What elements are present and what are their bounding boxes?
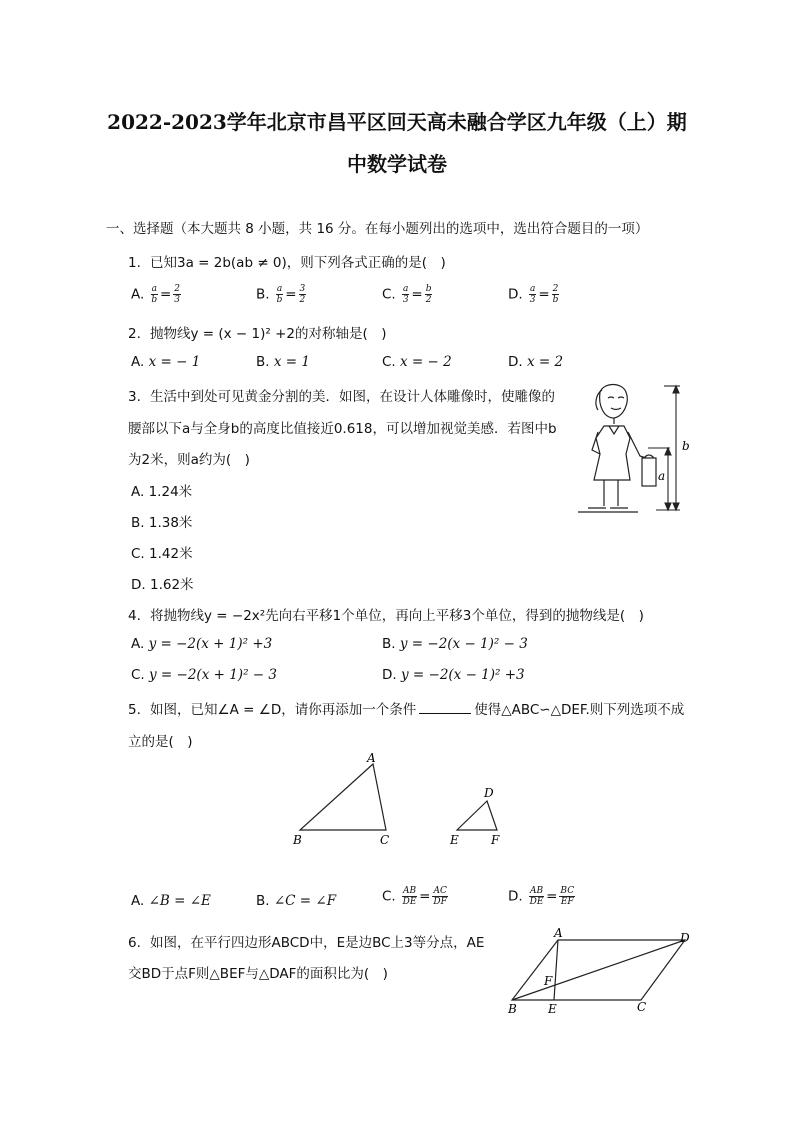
option-label: B. [256, 354, 270, 370]
fraction-denominator: b [276, 295, 283, 305]
option-label: C. [382, 888, 396, 905]
q4-option-c[interactable] [131, 667, 277, 683]
fraction-numerator: a [151, 284, 157, 294]
question-2 [128, 322, 387, 342]
vertex-d: D [680, 931, 690, 945]
fraction-numerator: 3 [299, 284, 306, 294]
page-title-line1: 2022-2023学年北京市昌平区回天高未融合学区九年级（上）期 [107, 110, 687, 134]
question-3-line2: 腰部以下a与全身b的高度比值接近0.618，可以增加视觉美感．若图中b [128, 421, 557, 437]
q3-option-b[interactable] [131, 511, 192, 531]
q3-option-a[interactable] [131, 480, 192, 500]
question-5-line2: 立的是( ) [128, 734, 193, 750]
q5-option-c[interactable] [382, 886, 450, 907]
question-stem: 已知3a = 2b(ab ≠ 0)，则下列各式正确的是( ) [150, 255, 446, 271]
question-number: 5. [128, 702, 141, 718]
q4-option-a[interactable] [131, 636, 272, 652]
equals-sign: = [538, 286, 550, 303]
option-label: C. [131, 546, 145, 562]
section-heading: 一、选择题（本大题共 8 小题，共 16 分。在每小题列出的选项中，选出符合题目的一项） [106, 221, 649, 237]
vertex-e: E [450, 833, 459, 847]
fraction-denominator: DE [529, 897, 544, 907]
equals-sign: = [285, 286, 297, 303]
vertex-a: A [367, 751, 376, 765]
fraction [559, 886, 575, 907]
option-text: y = −2(x − 1)² +3 [400, 667, 525, 683]
fraction [151, 284, 158, 305]
option-label: A. [131, 893, 145, 909]
fraction [552, 284, 560, 305]
fraction-numerator: a [403, 284, 409, 294]
label-a: a [658, 469, 666, 483]
option-label: D. [508, 888, 523, 905]
page-title-line2: 中数学试卷 [347, 152, 447, 176]
option-label: B. [131, 515, 145, 531]
equals-sign: = [411, 286, 423, 303]
question-stem: 如图，在平行四边形ABCD中，E是边BC上3等分点，AE [150, 935, 485, 951]
equals-sign: = [419, 888, 431, 905]
fraction-numerator: 2 [552, 284, 559, 294]
fraction-numerator: AC [433, 886, 447, 896]
question-stem: 抛物线y = (x − 1)² +2的对称轴是( ) [150, 326, 387, 342]
vertex-e: E [548, 1002, 557, 1016]
fraction [425, 284, 433, 305]
option-label: B. [256, 286, 270, 303]
option-text: x = 2 [526, 354, 564, 370]
fraction-denominator: 3 [402, 295, 409, 305]
fraction [432, 886, 447, 907]
triangle-abc [300, 764, 386, 830]
question-stem: 生活中到处可见黄金分割的美．如图，在设计人体雕像时，使雕像的 [150, 389, 555, 405]
fraction [529, 886, 544, 907]
fraction-denominator: 2 [299, 295, 306, 305]
option-label: C. [382, 354, 396, 370]
fraction [529, 284, 536, 305]
fraction-denominator: 2 [425, 295, 432, 305]
option-label: D. [508, 286, 523, 303]
option-label: C. [382, 286, 396, 303]
q1-option-b[interactable] [256, 284, 308, 305]
option-text: y = −2(x + 1)² − 3 [149, 667, 277, 683]
q3-option-d[interactable] [131, 573, 194, 593]
fraction-numerator: AB [529, 886, 544, 896]
q5-option-d[interactable] [508, 886, 577, 907]
fraction [173, 284, 181, 305]
option-label: A. [131, 636, 145, 652]
fraction [276, 284, 283, 305]
fraction-denominator: EF [560, 897, 574, 907]
option-text: x = − 1 [148, 354, 201, 370]
fraction-denominator: 3 [529, 295, 536, 305]
point-f: F [544, 974, 553, 988]
fraction-numerator: BC [560, 886, 575, 896]
diagonal-bd [512, 940, 685, 1000]
question-5-line1 [128, 698, 684, 718]
option-label: B. [256, 893, 270, 909]
fraction-numerator: a [276, 284, 283, 294]
q4-option-b[interactable] [382, 636, 528, 652]
fraction-numerator: b [425, 284, 432, 294]
question-number: 3. [128, 389, 141, 405]
segment-ae [554, 940, 558, 1000]
q3-option-c[interactable] [131, 542, 193, 562]
question-1 [128, 251, 446, 271]
a-arrow-down-head [665, 503, 671, 510]
triangle-def [457, 801, 497, 830]
question-number: 2. [128, 326, 141, 342]
question-3-line3: 为2米，则a约为( ) [128, 452, 250, 468]
option-label: A. [131, 286, 145, 303]
statue-figure [578, 380, 698, 518]
fraction [299, 284, 307, 305]
q1-option-c[interactable] [382, 284, 434, 305]
option-text: ∠C = ∠F [273, 893, 337, 909]
q2-option-a[interactable] [131, 354, 200, 370]
question-number: 4. [128, 608, 141, 624]
option-text: 1.24米 [148, 484, 193, 500]
fraction [402, 886, 417, 907]
option-label: B. [382, 636, 396, 652]
option-text: 1.62米 [149, 577, 194, 593]
vertex-b: B [508, 1002, 517, 1016]
b-arrow-up-head [673, 386, 679, 393]
question-stem: 将抛物线y = −2x²先向右平移1个单位，再向上平移3个单位，得到的抛物线是( ) [150, 608, 644, 624]
option-text: y = −2(x − 1)² − 3 [399, 636, 528, 652]
fraction-numerator: AB [403, 886, 417, 896]
fraction-numerator: 2 [174, 284, 181, 294]
q1-option-d[interactable] [508, 284, 561, 305]
q2-option-d[interactable] [508, 354, 563, 370]
fraction-denominator: DE [402, 897, 417, 907]
question-number: 6. [128, 935, 141, 951]
equals-sign: = [546, 888, 558, 905]
q5-option-a[interactable] [131, 893, 211, 909]
fraction-denominator: 3 [174, 295, 181, 305]
label-b: b [682, 439, 690, 453]
option-label: C. [131, 667, 145, 683]
vertex-f: F [491, 833, 500, 847]
dimension-arrows [648, 386, 680, 510]
triangles-figure [285, 748, 515, 854]
question-6-line1 [128, 931, 484, 951]
question-stem-cont: 使得△ABC∽△DEF.则下列选项不成 [474, 702, 685, 718]
option-text: ∠B = ∠E [148, 893, 211, 909]
q4-option-d[interactable] [382, 667, 525, 683]
parallelogram-figure [500, 924, 700, 1019]
q2-option-b[interactable] [256, 354, 310, 370]
option-label: D. [131, 577, 146, 593]
question-3-line1 [128, 385, 555, 405]
option-label: D. [382, 667, 397, 683]
option-text: 1.42米 [149, 546, 193, 562]
statue-drawing [578, 385, 656, 513]
vertex-a: A [554, 926, 563, 940]
vertex-d: D [484, 786, 494, 800]
question-number: 1. [128, 255, 141, 271]
option-text: x = 1 [273, 354, 310, 370]
option-label: D. [508, 354, 523, 370]
option-label: A. [131, 354, 145, 370]
fraction-denominator: DF [433, 897, 447, 907]
vertex-b: B [293, 833, 302, 847]
a-arrow-up-head [665, 448, 671, 455]
fraction-denominator: b [552, 295, 559, 305]
q2-option-c[interactable] [382, 354, 452, 370]
question-4 [128, 604, 644, 624]
question-6-line2: 交BD于点F则△BEF与△DAF的面积比为( ) [128, 966, 388, 982]
option-label: A. [131, 484, 145, 500]
vertex-c: C [637, 1000, 647, 1014]
equals-sign: = [159, 286, 172, 303]
option-text: 1.38米 [148, 515, 193, 531]
question-stem: 如图，已知∠A = ∠D，请你再添加一个条件 [150, 702, 417, 718]
answer-blank[interactable] [419, 713, 471, 714]
b-arrow-down-head [673, 503, 679, 510]
q1-option-a[interactable] [131, 284, 183, 305]
fraction-numerator: a [529, 284, 536, 294]
option-text: x = − 2 [400, 354, 452, 370]
fraction-denominator: b [151, 295, 158, 305]
vertex-c: C [380, 833, 390, 847]
option-text: y = −2(x + 1)² +3 [148, 636, 273, 652]
q5-option-b[interactable] [256, 893, 336, 909]
fraction [402, 284, 409, 305]
